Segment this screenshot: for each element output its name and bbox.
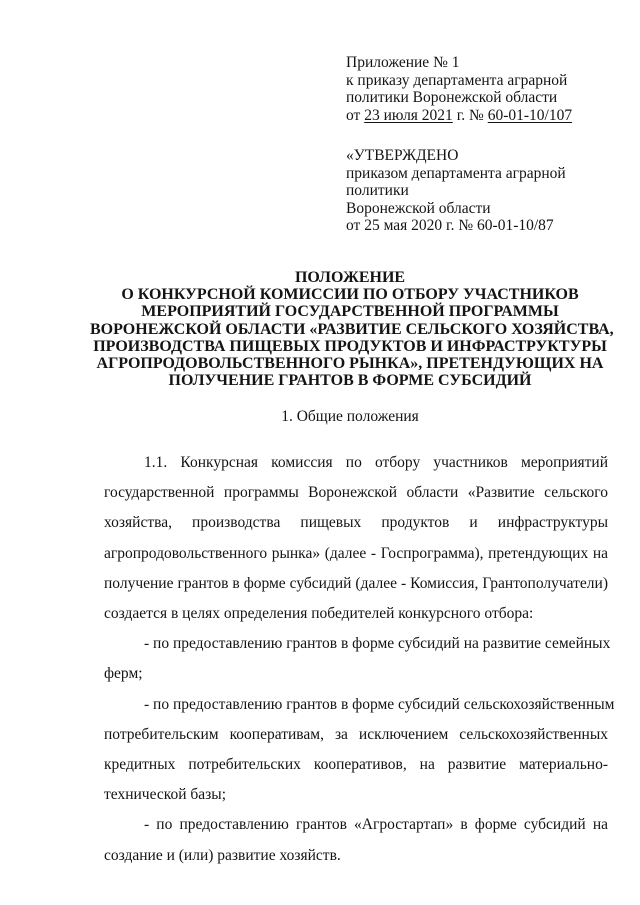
approved-policy: политики	[346, 182, 409, 200]
approved-date: от 25 мая 2020 г. № 60-01-10/87	[346, 217, 554, 235]
title-line: О КОНКУРСНОЙ КОМИССИИ ПО ОТБОРУ УЧАСТНИКОВ	[121, 286, 579, 304]
body-line: создание и (или) развитие хозяйств.	[104, 846, 341, 864]
body-line: получение грантов в форме субсидий (далее - Комиссия, Грантополучатели)	[104, 574, 608, 592]
body-text	[104, 448, 615, 871]
appendix-number-prefix: г. №	[452, 106, 488, 124]
appendix-title: Приложение № 1	[346, 54, 460, 71]
approved-order: приказом департамента аграрной	[346, 164, 566, 182]
body-line: - по предоставлению грантов «Агростартап» в форме субсидий на	[144, 816, 608, 834]
title-line: ПОЛУЧЕНИЕ ГРАНТОВ В ФОРМЕ СУБСИДИЙ	[168, 372, 532, 390]
title-line: АГРОПРОДОВОЛЬСТВЕННОГО РЫНКА», ПРЕТЕНДУЮЩИХ НА	[96, 355, 604, 373]
body-line: - по предоставлению грантов в форме субсидий сельскохозяйственным	[144, 695, 615, 713]
approved-block	[346, 147, 616, 235]
section-heading: 1. Общие положения	[281, 408, 419, 425]
body-line: - по предоставлению грантов в форме субсидий на развитие семейных	[144, 635, 611, 653]
body-line: государственной программы Воронежской области «Развитие сельского	[104, 484, 608, 502]
body-line: 1.1. Конкурсная комиссия по отбору участников мероприятий	[144, 454, 608, 471]
appendix-date: 23 июля 2021	[364, 106, 453, 124]
body-line: агропродовольственного рынка» (далее - Госпрограмма), претендующих на	[104, 544, 608, 562]
approved-heading: «УТВЕРЖДЕНО	[346, 147, 459, 164]
appendix-department: политики Воронежской области	[346, 89, 558, 107]
title-line: ПРОИЗВОДСТВА ПИЩЕВЫХ ПРОДУКТОВ И ИНФРАСТРУКТУРЫ	[93, 337, 607, 355]
body-line: ферм;	[104, 665, 143, 683]
document-title	[90, 269, 614, 390]
approved-region: Воронежской области	[346, 199, 491, 217]
appendix-date-prefix: от	[346, 106, 365, 124]
body-line: потребительским кооперативам, за исключением сельскохозяйственных	[104, 725, 608, 743]
body-line: технической базы;	[104, 786, 227, 804]
appendix-date-line	[346, 107, 616, 125]
body-line: создается в целях определения победителей конкурсного отбора:	[104, 605, 534, 623]
title-line: МЕРОПРИЯТИЙ ГОСУДАРСТВЕННОЙ ПРОГРАММЫ	[141, 303, 559, 321]
appendix-number: 60-01-10/107	[487, 106, 573, 124]
appendix-order-ref: к приказу департамента аграрной	[346, 71, 568, 89]
title-line: ПОЛОЖЕНИЕ	[294, 269, 406, 286]
body-line: кредитных потребительских кооперативов, на развитие материально-	[104, 756, 608, 774]
appendix-block	[346, 54, 616, 124]
title-line: ВОРОНЕЖСКОЙ ОБЛАСТИ «РАЗВИТИЕ СЕЛЬСКОГО ХОЗЯЙСТВА,	[90, 320, 614, 338]
body-line: хозяйства, производства пищевых продуктов и инфраструктуры	[104, 514, 608, 532]
